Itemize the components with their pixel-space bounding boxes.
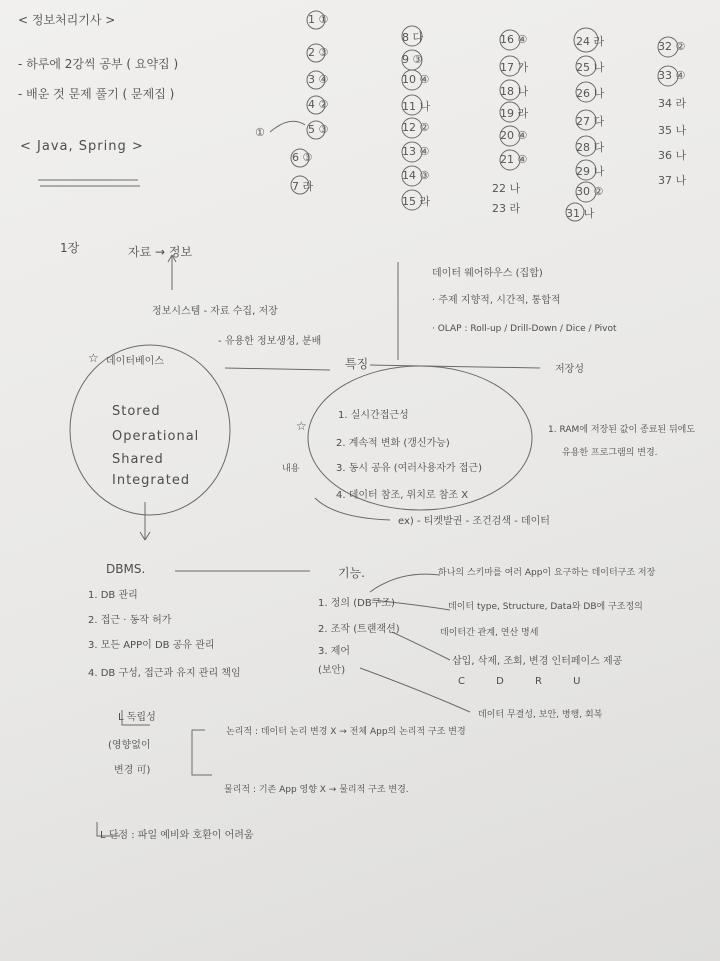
function-note: 데이터 type, Structure, Data와 DB에 구조정의 bbox=[448, 602, 643, 612]
feature-item: 2. 계속적 변화 (갱신가능) bbox=[336, 438, 450, 449]
function-item: (보안) bbox=[318, 665, 346, 676]
independence-sub-1: (영향없이 bbox=[108, 740, 151, 751]
dbms-item: 4. DB 구성, 접근과 유지 관리 책임 bbox=[88, 668, 241, 679]
feature-item: 3. 동시 공유 (여러사용자가 접근) bbox=[336, 463, 482, 474]
function-item: 3. 제어 bbox=[318, 646, 351, 657]
function-item: 1. 정의 (DB구조) bbox=[318, 598, 395, 609]
answer-item: 8 다 bbox=[402, 31, 424, 44]
function-note: 삽입, 삭제, 조회, 변경 인터페이스 제공 bbox=[452, 656, 623, 667]
answer-item: 34 라 bbox=[658, 97, 687, 110]
data-to-info: 자료 → 정보 bbox=[128, 245, 193, 259]
db-shared: Shared bbox=[112, 452, 164, 467]
functions-title: 기능. bbox=[338, 566, 365, 580]
db-stored: Stored bbox=[112, 404, 161, 419]
info-system-line: 정보시스템 - 자료 수집, 저장 bbox=[152, 306, 278, 317]
subject-line: < Java, Spring > bbox=[20, 139, 144, 154]
logical-independence: 논리적 : 데이터 논리 변경 X → 전체 App의 논리적 구조 변경 bbox=[226, 727, 466, 737]
dbms-item: 2. 접근 · 동작 허가 bbox=[88, 615, 172, 626]
dbms-title: DBMS. bbox=[106, 562, 146, 576]
answer-item: 36 나 bbox=[658, 149, 687, 162]
answer-item: 25 나 bbox=[576, 61, 605, 74]
drawback-line: L 단점 : 파일 예비와 호환이 어려움 bbox=[100, 830, 254, 841]
function-note: C D R U bbox=[458, 676, 595, 687]
database-title: 데이터베이스 bbox=[106, 356, 164, 367]
answer-item: 13 ④ bbox=[402, 145, 430, 158]
answer-item: 16 ④ bbox=[500, 33, 528, 46]
answer-item: 27 다 bbox=[576, 115, 605, 128]
db-operational: Operational bbox=[112, 429, 200, 444]
storage-title: 저장성 bbox=[555, 364, 584, 375]
dw-line-2: · OLAP : Roll-up / Drill-Down / Dice / Pivot bbox=[432, 324, 617, 334]
function-item: 2. 조작 (트랜잭션) bbox=[318, 624, 400, 635]
plan-line-1: - 하루에 2강씩 공부 ( 요약집 ) bbox=[18, 57, 179, 71]
function-note: 하나의 스키마를 여러 App이 요구하는 데이터구조 저장 bbox=[438, 568, 656, 578]
answer-item: 11 나 bbox=[402, 100, 431, 113]
answer-item: 1 ① bbox=[308, 13, 329, 26]
feature-item: 4. 데이터 참조, 위치로 참조 X bbox=[336, 490, 469, 501]
features-side-label: 내용 bbox=[282, 464, 300, 474]
independence-sub-2: 변경 可) bbox=[114, 765, 151, 776]
answer-item: 12 ② bbox=[402, 121, 430, 134]
chapter-heading: 1장 bbox=[60, 241, 80, 255]
answer-item: 18 나 bbox=[500, 85, 529, 98]
answer-item: 5 ③ bbox=[308, 123, 329, 136]
dw-line-1: · 주제 지향적, 시간적, 통합적 bbox=[432, 295, 561, 306]
dbms-item: 3. 모든 APP이 DB 공유 관리 bbox=[88, 640, 215, 651]
answer-item: 7 라 bbox=[292, 180, 314, 193]
dbms-item: 1. DB 관리 bbox=[88, 590, 138, 601]
feature-item: 1. 실시간접근성 bbox=[338, 410, 409, 421]
db-integrated: Integrated bbox=[112, 473, 191, 488]
dw-title: 데이터 웨어하우스 (집합) bbox=[432, 268, 543, 279]
answer-item: 31 나 bbox=[566, 207, 595, 220]
answer-item: 14 ③ bbox=[402, 169, 430, 182]
answer-item: 26 나 bbox=[576, 87, 605, 100]
answer-item: 30 ② bbox=[576, 185, 604, 198]
storage-line-2: 유용한 프로그램의 변경. bbox=[562, 448, 658, 458]
answer-item: 3 ④ bbox=[308, 73, 329, 86]
answer-item: 35 나 bbox=[658, 124, 687, 137]
answer-item: 32 ② bbox=[658, 40, 686, 53]
answer-side-mark: ① bbox=[255, 126, 265, 139]
answer-item: 23 라 bbox=[492, 202, 521, 215]
storage-line-1: 1. RAM에 저장된 값이 종료된 뒤에도 bbox=[548, 425, 696, 435]
answer-item: 4 ② bbox=[308, 98, 329, 111]
independence-label: L 독립성 bbox=[118, 712, 156, 723]
answer-item: 21 ④ bbox=[500, 153, 528, 166]
answer-item: 33 ④ bbox=[658, 69, 686, 82]
answer-item: 17 가 bbox=[500, 61, 529, 74]
answer-item: 2 ③ bbox=[308, 46, 329, 59]
answer-item: 15 라 bbox=[402, 195, 431, 208]
answer-item: 10 ④ bbox=[402, 73, 430, 86]
features-star: ☆ bbox=[296, 419, 307, 433]
answer-item: 19 라 bbox=[500, 107, 529, 120]
answer-item: 9 ③ bbox=[402, 53, 423, 66]
answer-item: 6 ③ bbox=[292, 151, 313, 164]
db-star-mark: ☆ bbox=[88, 351, 99, 365]
answer-item: 37 나 bbox=[658, 174, 687, 187]
answer-item: 28 다 bbox=[576, 141, 605, 154]
features-title: 특징 bbox=[345, 357, 369, 371]
function-note: 데이터 무결성, 보안, 병행, 회복 bbox=[478, 710, 603, 720]
answer-item: 20 ④ bbox=[500, 129, 528, 142]
plan-line-2: - 배운 것 문제 풀기 ( 문제집 ) bbox=[18, 87, 175, 101]
answer-item: 22 나 bbox=[492, 182, 521, 195]
answer-item: 29 나 bbox=[576, 165, 605, 178]
features-example: ex) - 티켓발권 - 조건검색 - 데이터 bbox=[398, 516, 550, 527]
notes-title: < 정보처리기사 > bbox=[18, 13, 116, 27]
physical-independence: 물리적 : 기존 App 영향 X → 물리적 구조 변경. bbox=[224, 785, 409, 795]
function-note: 데이터간 관계, 연산 명세 bbox=[440, 628, 539, 638]
answer-item: 24 라 bbox=[576, 35, 605, 48]
info-system-line-2: - 유용한 정보생성, 분배 bbox=[218, 336, 322, 347]
